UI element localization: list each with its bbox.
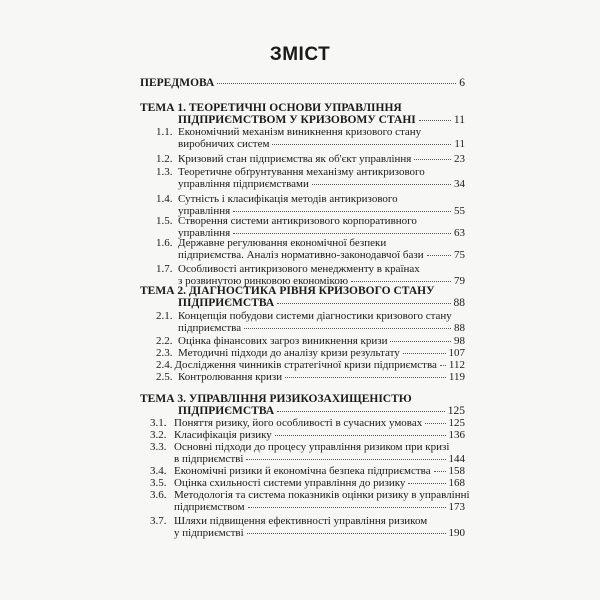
entry-page: 55	[454, 205, 465, 217]
page-title: ЗМІСТ	[269, 44, 331, 65]
entry-page: 136	[448, 429, 465, 441]
entry-label: ПЕРЕДМОВА	[140, 77, 215, 89]
entry-label: управління підприємствами	[178, 178, 309, 190]
toc-entry-line2	[174, 500, 465, 514]
theme2-heading-line1: ТЕМА 2. ДІАГНОСТИКА РІВНЯ КРИЗОВОГО СТАНУ	[140, 285, 435, 297]
entry-page: 173	[448, 501, 465, 513]
leader-dots	[247, 533, 446, 534]
entry-number: 1.3.	[156, 166, 173, 178]
leader-dots	[351, 281, 451, 282]
entry-page: 11	[453, 114, 465, 126]
entry-label: виробничих систем	[178, 138, 270, 150]
entry-number: 1.7.	[156, 263, 173, 275]
entry-number: 3.6.	[150, 489, 167, 501]
toc-entry	[156, 152, 465, 166]
entry-label: Контролювання кризи	[178, 371, 283, 383]
entry-page: 79	[454, 275, 465, 287]
leader-dots	[248, 507, 446, 508]
entry-page: 98	[454, 335, 465, 347]
theme2-heading-line2	[178, 296, 465, 310]
toc-entry-line2	[178, 321, 465, 335]
entry-number: 3.7.	[150, 515, 167, 527]
entry-label: управління	[178, 205, 231, 217]
toc-entry-line2	[178, 177, 465, 191]
entry-page: 119	[448, 371, 465, 383]
entry-number: 1.6.	[156, 237, 173, 249]
entry-label: Класифікація ризику	[174, 429, 272, 441]
leader-dots	[285, 377, 446, 378]
entry-number: 2.4.	[156, 359, 173, 371]
leader-dots	[244, 328, 451, 329]
entry-label: підприємством	[174, 501, 245, 513]
leader-dots	[419, 120, 451, 121]
entry-label: у підприємстві	[174, 527, 244, 539]
entry-label: Основні підходи до процесу управління ризиком при кризі	[174, 441, 450, 453]
entry-label: Сутність і класифікація методів антикризового	[178, 193, 398, 205]
entry-label: Економічний механізм виникнення кризового стану	[178, 126, 422, 138]
leader-dots	[272, 144, 451, 145]
entry-label: з розвинутою ринковою економікою	[178, 275, 349, 287]
entry-page: 125	[447, 405, 465, 417]
leader-dots	[277, 411, 445, 412]
entry-label: Створення системи антикризового корпоративного	[178, 215, 417, 227]
entry-label: Дослідження чинників стратегічної кризи підприємства	[174, 359, 437, 371]
theme1-heading-line1: ТЕМА 1. ТЕОРЕТИЧНІ ОСНОВИ УПРАВЛІННЯ	[140, 102, 402, 114]
entry-label: в підприємстві	[174, 453, 244, 465]
entry-page: 6	[459, 77, 465, 89]
entry-label: ПІДПРИЄМСТВА	[178, 297, 275, 309]
entry-page: 11	[454, 138, 465, 150]
entry-page: 112	[448, 359, 465, 371]
leader-dots	[403, 353, 446, 354]
entry-number: 1.1.	[156, 126, 173, 138]
entry-label: Шляхи підвищення ефективності управління ризиком	[174, 515, 428, 527]
entry-label: Методологія та система показників оцінки ризику в управлінні	[174, 489, 470, 501]
leader-dots	[408, 483, 445, 484]
entry-number: 1.4.	[156, 193, 173, 205]
entry-label: підприємства. Аналіз нормативно-законодавчої бази	[178, 249, 424, 261]
entry-number: 3.3.	[150, 441, 167, 453]
entry-label: Концепція побудови системи діагностики кризового стану	[178, 310, 452, 322]
entry-number: 2.3.	[156, 347, 173, 359]
entry-page: 144	[448, 453, 465, 465]
leader-dots	[246, 459, 445, 460]
entry-number: 3.2.	[150, 429, 167, 441]
leader-dots	[275, 435, 446, 436]
entry-number: 1.2.	[156, 153, 173, 165]
entry-page: 158	[448, 465, 465, 477]
entry-label: Методичні підходи до аналізу кризи результату	[178, 347, 400, 359]
toc-entry	[156, 370, 465, 384]
entry-page: 190	[448, 527, 465, 539]
entry-page: 34	[454, 178, 465, 190]
leader-dots	[217, 83, 456, 84]
entry-number: 2.1.	[156, 310, 173, 322]
entry-label: управління	[178, 227, 231, 239]
entry-label: Економічні ризики й економічна безпека підприємства	[174, 465, 431, 477]
leader-dots	[390, 341, 451, 342]
entry-label: Кризовий стан підприємства як об'єкт управління	[178, 153, 412, 165]
entry-label: ПІДПРИЄМСТВОМ У КРИЗОВОМУ СТАНІ	[178, 114, 416, 126]
entry-number: 1.5.	[156, 215, 173, 227]
entry-label: Державне регулювання економічної безпеки	[178, 237, 387, 249]
leader-dots	[233, 211, 451, 212]
leader-dots	[312, 184, 451, 185]
entry-number: 3.1.	[150, 417, 167, 429]
leader-dots	[277, 303, 450, 304]
entry-page: 125	[448, 417, 465, 429]
entry-label: Поняття ризику, його особливості в сучасних умовах	[174, 417, 423, 429]
entry-label: підприємства	[178, 322, 242, 334]
entry-page: 23	[454, 153, 465, 165]
toc-entry-line2	[174, 526, 465, 540]
entry-number: 3.5.	[150, 477, 167, 489]
entry-label: Оцінка схильності системи управління до ризику	[174, 477, 406, 489]
leader-dots	[425, 423, 445, 424]
entry-page: 63	[454, 227, 465, 239]
entry-number: 2.2.	[156, 335, 173, 347]
entry-label: Теоретичне обґрунтування механізму антикризового	[178, 166, 425, 178]
leader-dots	[233, 233, 451, 234]
entry-page: 75	[454, 249, 465, 261]
leader-dots	[427, 255, 451, 256]
entry-label: Оцінка фінансових загроз виникнення кризи	[178, 335, 388, 347]
toc-entry-preface	[140, 76, 465, 90]
toc-entry-line2	[178, 137, 465, 151]
entry-page: 168	[448, 477, 465, 489]
leader-dots	[440, 365, 446, 366]
toc-entry-line2	[178, 248, 465, 262]
entry-page: 88	[453, 297, 465, 309]
entry-number: 2.5.	[156, 371, 173, 383]
entry-number: 3.4.	[150, 465, 167, 477]
entry-label: Особливості антикризового менеджменту в країнах	[178, 263, 420, 275]
entry-label: ПІДПРИЄМСТВА	[178, 405, 275, 417]
leader-dots	[414, 159, 451, 160]
theme3-heading-line1: ТЕМА 3. УПРАВЛІННЯ РИЗИКОЗАХИЩЕНІСТЮ	[140, 393, 412, 405]
leader-dots	[434, 471, 446, 472]
entry-page: 107	[448, 347, 465, 359]
entry-page: 88	[454, 322, 465, 334]
